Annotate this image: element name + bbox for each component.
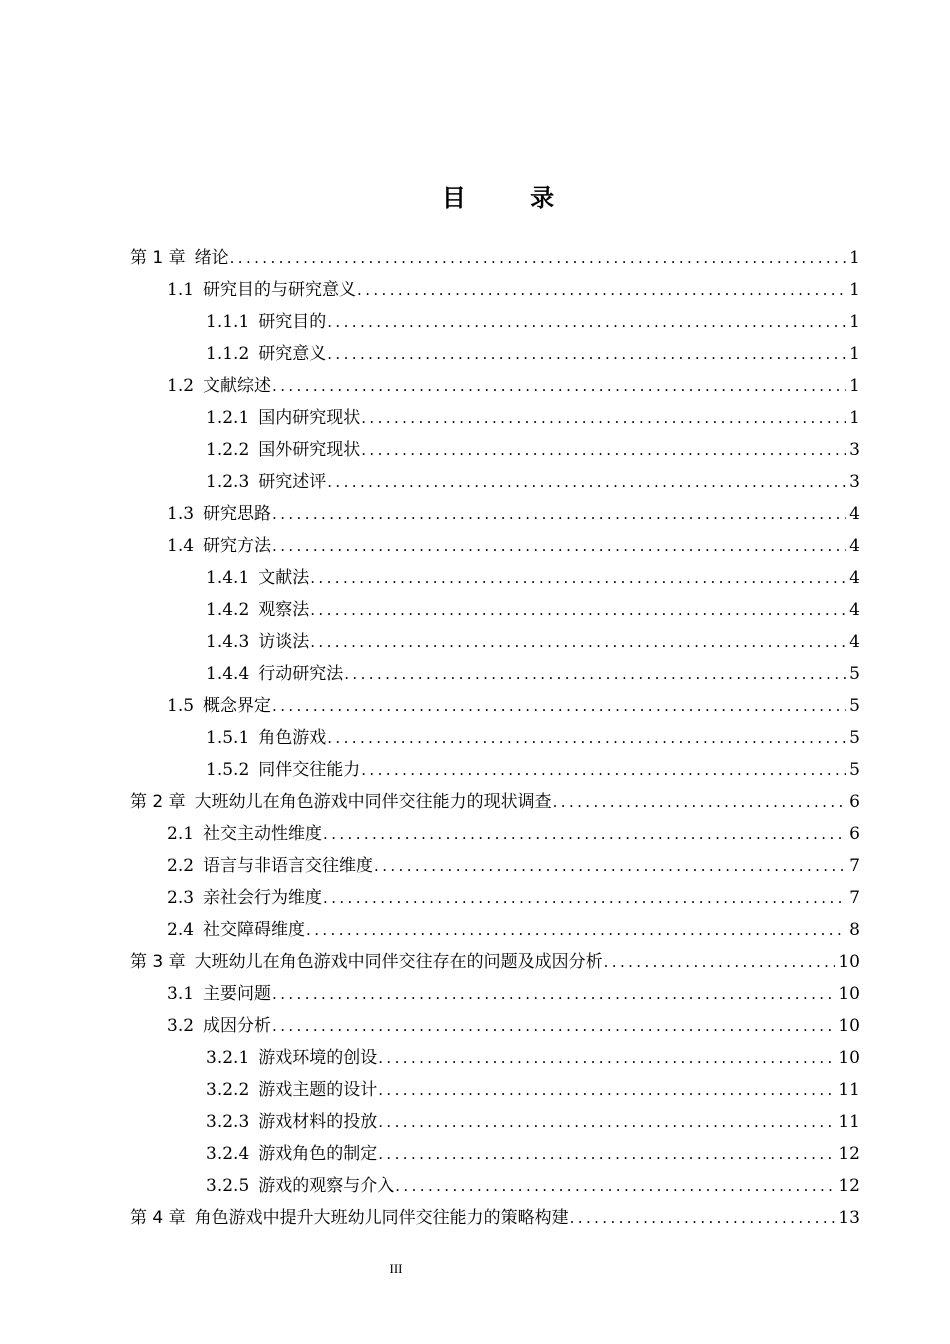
toc-entry-title: 文献综述 [203, 376, 272, 396]
toc-entry-heading [206, 306, 326, 338]
toc-entry-number: 3.2 [167, 1016, 195, 1036]
toc-entry-page: 5 [849, 760, 860, 780]
dot-leader [604, 946, 836, 978]
toc-entry-heading [167, 850, 373, 882]
toc-entry-page: 7 [849, 888, 860, 908]
toc-entry-title: 主要问题 [203, 984, 272, 1004]
toc-entry[interactable] [130, 850, 860, 882]
toc-entry-title: 游戏主题的设计 [258, 1080, 378, 1100]
toc-entry-number: 3.2.3 [206, 1112, 250, 1132]
dot-leader [378, 1106, 835, 1138]
toc-entry-number: 第 3 章 [130, 952, 186, 972]
toc-entry[interactable] [130, 242, 860, 274]
page-number: III [389, 1261, 403, 1276]
toc-entry-heading [206, 754, 360, 786]
toc-entry-page: 4 [849, 504, 860, 524]
toc-entry-heading [167, 530, 271, 562]
dot-leader [310, 626, 846, 658]
toc-entry-heading [206, 466, 326, 498]
toc-entry-title: 研究方法 [203, 536, 272, 556]
toc-entry-number: 3.2.4 [206, 1144, 250, 1164]
toc-entry-heading [206, 722, 326, 754]
toc-entry-page: 10 [838, 1048, 860, 1068]
toc-entry-number: 1.5.1 [206, 728, 250, 748]
toc-entry-heading [206, 1170, 394, 1202]
toc-entry-title: 研究述评 [258, 472, 327, 492]
dot-leader [361, 402, 846, 434]
toc-entry-page: 13 [838, 1208, 860, 1228]
dot-leader [272, 690, 846, 722]
dot-leader [378, 1138, 835, 1170]
toc-entry-number: 1.4 [167, 536, 195, 556]
toc-entry-number: 2.4 [167, 920, 195, 940]
toc-entry-page: 4 [849, 568, 860, 588]
toc-entry[interactable] [130, 754, 860, 786]
toc-entry-number: 1.2.2 [206, 440, 250, 460]
toc-entry-title: 同伴交往能力 [258, 760, 361, 780]
toc-entry-page: 1 [849, 344, 860, 364]
toc-entry-heading [130, 786, 552, 818]
toc-entry-heading [167, 498, 271, 530]
toc-entry-number: 1.2.1 [206, 408, 250, 428]
toc-entry-number: 1.2.3 [206, 472, 250, 492]
toc-entry-title: 研究目的 [258, 312, 327, 332]
toc-entry[interactable] [130, 978, 860, 1010]
toc-entry-page: 6 [849, 792, 860, 812]
toc-entry-title: 观察法 [258, 600, 310, 620]
toc-entry-heading [206, 402, 360, 434]
toc-entry[interactable] [130, 338, 860, 370]
toc-entry-title: 研究目的与研究意义 [203, 280, 357, 300]
dot-leader [327, 306, 846, 338]
toc-entry-title: 语言与非语言交往维度 [203, 856, 374, 876]
toc-entry[interactable] [130, 1106, 860, 1138]
toc-entry-heading [206, 626, 309, 658]
toc-entry[interactable] [130, 722, 860, 754]
toc-entry-title: 角色游戏中提升大班幼儿同伴交往能力的策略构建 [194, 1208, 569, 1228]
dot-leader [378, 1074, 835, 1106]
dot-leader [323, 882, 846, 914]
toc-entry[interactable] [130, 594, 860, 626]
toc-entry-heading [206, 562, 309, 594]
table-of-contents [130, 242, 860, 1234]
toc-entry-number: 1.5.2 [206, 760, 250, 780]
dot-leader [306, 914, 846, 946]
toc-entry-number: 1.2 [167, 376, 195, 396]
toc-entry-page: 1 [849, 248, 860, 268]
dot-leader [378, 1042, 835, 1074]
toc-entry-page: 5 [849, 728, 860, 748]
toc-entry-heading [167, 690, 271, 722]
toc-entry-heading [167, 370, 271, 402]
toc-entry-page: 5 [849, 696, 860, 716]
toc-entry-heading [167, 882, 322, 914]
dot-leader [361, 754, 846, 786]
toc-entry-page: 4 [849, 536, 860, 556]
toc-entry-heading [167, 274, 356, 306]
toc-entry-number: 3.2.5 [206, 1176, 250, 1196]
dot-leader [323, 818, 846, 850]
toc-entry-title: 国外研究现状 [258, 440, 361, 460]
toc-entry-title: 访谈法 [258, 632, 310, 652]
toc-entry-heading [167, 1010, 271, 1042]
toc-entry[interactable] [130, 882, 860, 914]
toc-entry-page: 10 [838, 1016, 860, 1036]
dot-leader [327, 722, 846, 754]
toc-entry-page: 6 [849, 824, 860, 844]
toc-entry-number: 1.5 [167, 696, 195, 716]
toc-entry-number: 1.4.1 [206, 568, 250, 588]
dot-leader [272, 530, 846, 562]
toc-entry-title: 绪论 [194, 248, 229, 268]
dot-leader [570, 1202, 836, 1234]
toc-entry-title: 角色游戏 [258, 728, 327, 748]
toc-entry-number: 1.4.3 [206, 632, 250, 652]
toc-entry-title: 大班幼儿在角色游戏中同伴交往存在的问题及成因分析 [194, 952, 603, 972]
toc-entry-title: 研究思路 [203, 504, 272, 524]
toc-entry-heading [206, 338, 326, 370]
dot-leader [374, 850, 846, 882]
toc-entry-number: 第 4 章 [130, 1208, 186, 1228]
toc-entry-number: 1.3 [167, 504, 195, 524]
toc-entry-heading [206, 1106, 377, 1138]
dot-leader [272, 1010, 835, 1042]
toc-entry-number: 2.2 [167, 856, 195, 876]
toc-entry[interactable] [130, 818, 860, 850]
toc-entry-heading [130, 242, 229, 274]
dot-leader [327, 466, 846, 498]
toc-entry-number: 第 1 章 [130, 248, 186, 268]
toc-entry[interactable] [130, 498, 860, 530]
toc-entry[interactable] [130, 1010, 860, 1042]
toc-entry-heading [167, 978, 271, 1010]
dot-leader [553, 786, 847, 818]
toc-entry-number: 1.4.4 [206, 664, 250, 684]
toc-entry-title: 游戏角色的制定 [258, 1144, 378, 1164]
toc-entry-title: 行动研究法 [258, 664, 344, 684]
toc-entry[interactable] [130, 370, 860, 402]
toc-entry[interactable] [130, 914, 860, 946]
toc-entry-number: 第 2 章 [130, 792, 186, 812]
toc-entry-title: 游戏环境的创设 [258, 1048, 378, 1068]
toc-entry[interactable] [130, 946, 860, 978]
dot-leader [344, 658, 846, 690]
toc-entry-title: 国内研究现状 [258, 408, 361, 428]
toc-entry-page: 1 [849, 280, 860, 300]
toc-entry-heading [130, 1202, 569, 1234]
dot-leader [230, 242, 847, 274]
toc-entry-page: 3 [849, 472, 860, 492]
toc-entry-title: 研究意义 [258, 344, 327, 364]
dot-leader [327, 338, 846, 370]
toc-entry-title: 文献法 [258, 568, 310, 588]
toc-entry-number: 1.1.1 [206, 312, 250, 332]
toc-entry-page: 4 [849, 600, 860, 620]
toc-entry-title: 概念界定 [203, 696, 272, 716]
toc-entry[interactable] [130, 530, 860, 562]
toc-entry-page: 1 [849, 408, 860, 428]
toc-entry[interactable] [130, 466, 860, 498]
toc-entry-page: 11 [838, 1080, 860, 1100]
toc-entry-heading [206, 1042, 377, 1074]
toc-entry-heading [130, 946, 603, 978]
toc-entry-heading [206, 434, 360, 466]
page-title: 目 录 [441, 184, 583, 212]
toc-entry-title: 社交障碍维度 [203, 920, 306, 940]
toc-entry[interactable] [130, 1074, 860, 1106]
toc-entry[interactable] [130, 690, 860, 722]
toc-entry-page: 4 [849, 632, 860, 652]
toc-entry-page: 10 [838, 984, 860, 1004]
dot-leader [272, 978, 835, 1010]
toc-entry[interactable] [130, 562, 860, 594]
toc-entry[interactable] [130, 1170, 860, 1202]
dot-leader [395, 1170, 835, 1202]
toc-entry-page: 1 [849, 376, 860, 396]
toc-entry-heading [206, 594, 309, 626]
dot-leader [310, 594, 846, 626]
toc-entry-heading [206, 658, 343, 690]
toc-entry-heading [167, 914, 305, 946]
dot-leader [272, 498, 846, 530]
dot-leader [361, 434, 846, 466]
toc-entry-title: 游戏的观察与介入 [258, 1176, 395, 1196]
toc-entry[interactable] [130, 1202, 860, 1234]
dot-leader [310, 562, 846, 594]
toc-entry[interactable] [130, 402, 860, 434]
toc-entry[interactable] [130, 1138, 860, 1170]
toc-entry[interactable] [130, 626, 860, 658]
toc-entry-title: 亲社会行为维度 [203, 888, 323, 908]
toc-entry-number: 3.2.1 [206, 1048, 250, 1068]
dot-leader [272, 370, 846, 402]
toc-entry-title: 大班幼儿在角色游戏中同伴交往能力的现状调查 [194, 792, 552, 812]
toc-entry[interactable] [130, 786, 860, 818]
toc-entry-page: 1 [849, 312, 860, 332]
toc-entry-number: 2.3 [167, 888, 195, 908]
toc-entry-page: 10 [838, 952, 860, 972]
toc-entry[interactable] [130, 658, 860, 690]
toc-entry-number: 1.1 [167, 280, 195, 300]
toc-entry-page: 5 [849, 664, 860, 684]
toc-entry-heading [206, 1138, 377, 1170]
toc-entry-number: 2.1 [167, 824, 195, 844]
toc-entry-page: 3 [849, 440, 860, 460]
toc-entry[interactable] [130, 1042, 860, 1074]
toc-entry[interactable] [130, 274, 860, 306]
toc-entry-heading [167, 818, 322, 850]
toc-entry-number: 3.2.2 [206, 1080, 250, 1100]
toc-entry-title: 成因分析 [203, 1016, 272, 1036]
toc-entry-title: 游戏材料的投放 [258, 1112, 378, 1132]
toc-entry-page: 11 [838, 1112, 860, 1132]
toc-entry-page: 7 [849, 856, 860, 876]
toc-entry[interactable] [130, 306, 860, 338]
toc-entry-number: 1.4.2 [206, 600, 250, 620]
dot-leader [357, 274, 846, 306]
toc-entry-page: 12 [838, 1176, 860, 1196]
toc-entry-number: 1.1.2 [206, 344, 250, 364]
toc-entry[interactable] [130, 434, 860, 466]
toc-entry-page: 8 [849, 920, 860, 940]
toc-entry-title: 社交主动性维度 [203, 824, 323, 844]
toc-entry-page: 12 [838, 1144, 860, 1164]
toc-entry-heading [206, 1074, 377, 1106]
toc-entry-number: 3.1 [167, 984, 195, 1004]
